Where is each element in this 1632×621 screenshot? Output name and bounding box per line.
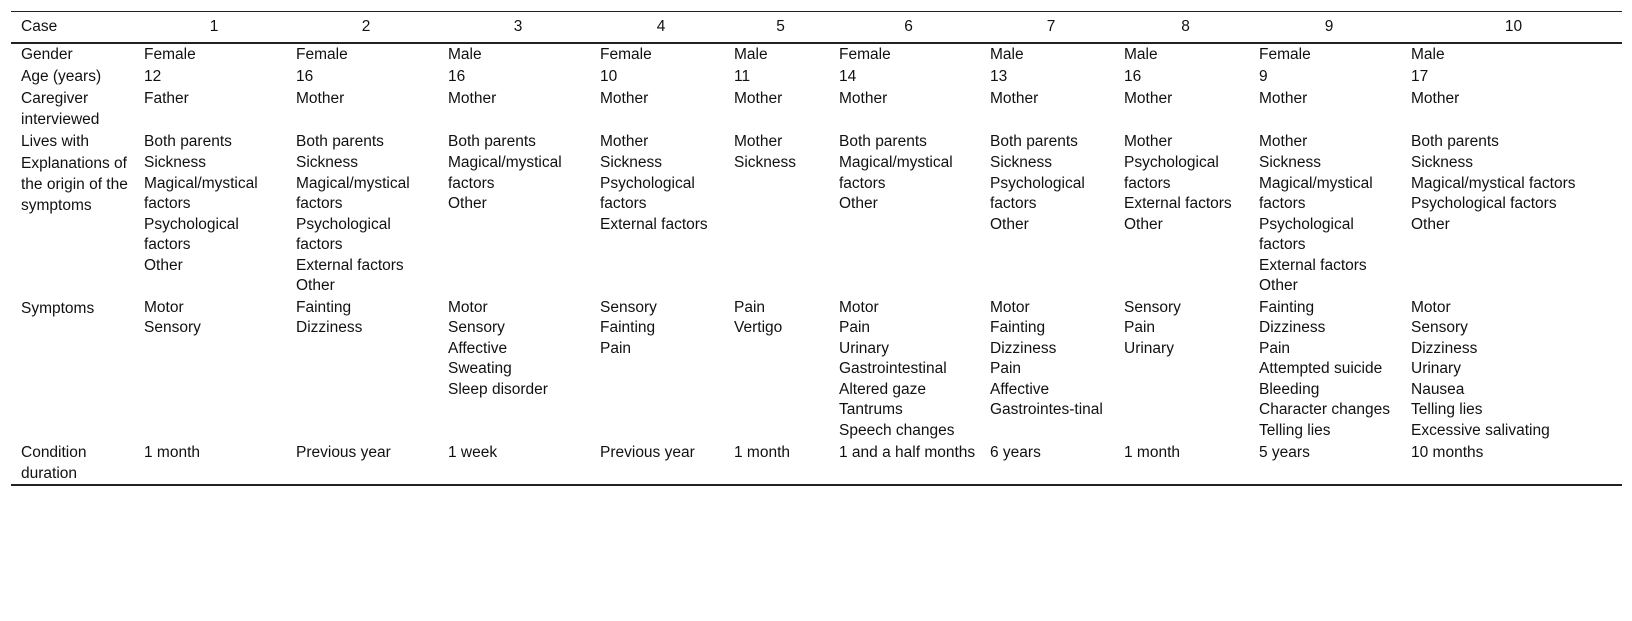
header-case-4: 4 [656,18,666,35]
cell-age-case-8: 16 [1124,68,1142,85]
header-case: Case [21,18,58,35]
cell-gender-case-9: Female [1259,46,1311,63]
table-row-gender [11,43,1622,65]
cell-caregiver-case-3: Mother [448,90,497,107]
cell-item: Sickness [600,154,663,171]
cell-duration-case-4: Previous year [600,444,695,461]
cell-symptoms-case-3 [442,297,594,442]
row-label-lives-with: Lives with [21,133,90,150]
cell-item: Other [1411,215,1450,233]
cell-item: Excessive salivating [1411,421,1550,439]
case-table [11,11,1622,486]
cell-item: Urinary [1411,360,1461,377]
cell-gender-case-6: Female [839,46,891,63]
cell-item: Pain [839,319,871,336]
cell-gender-case-7: Male [990,46,1024,63]
cell-caregiver-case-1: Father [144,90,189,107]
cell-item: Pain [1259,339,1291,357]
table-row-explanations [11,152,1622,297]
cell-item: Urinary [839,339,889,357]
cell-lives-with-case-2: Both parents [296,133,384,150]
cell-lives-with-case-3: Both parents [448,133,536,150]
cell-item: Other [1259,277,1298,294]
cell-age-case-4: 10 [600,68,618,85]
cell-item: Gastrointes-tinal [990,401,1103,418]
cell-lives-with-case-5: Mother [734,133,783,150]
row-label-age: Age (years) [21,68,102,85]
row-label-duration: Condition duration [21,444,87,482]
cell-item: Dizziness [990,339,1057,357]
cell-gender-case-3: Male [448,46,482,63]
cell-item: Magical/mystical factors [296,174,410,212]
cell-item: Magical/mystical factors [144,174,258,212]
cell-symptoms-case-6 [833,297,984,442]
cell-caregiver-case-8: Mother [1124,90,1173,107]
cell-item: Fainting [1259,298,1315,316]
cell-duration-case-1: 1 month [144,444,201,461]
cell-caregiver-case-9: Mother [1259,90,1308,107]
cell-item: Sensory [144,319,201,336]
cell-item: Psychological factors [990,174,1085,212]
cell-item: Motor [1411,298,1451,316]
cell-explanations-case-4 [594,152,728,297]
cell-explanations-case-9 [1253,152,1405,297]
cell-item: Magical/mystical factors [448,154,562,192]
row-label-gender: Gender [21,46,73,63]
cell-item: Sickness [1259,154,1322,171]
cell-item: Dizziness [1259,319,1326,336]
cell-item: Pain [1124,319,1156,336]
cell-item: Sensory [448,319,505,336]
header-case-5: 5 [776,18,785,35]
cell-duration-case-2: Previous year [296,444,391,461]
cell-item: Magical/mystical factors [1411,174,1576,192]
cell-explanations-case-3 [442,152,594,297]
cell-lives-with-case-10: Both parents [1411,133,1499,150]
cell-symptoms-case-1 [138,297,290,442]
cell-item: Fainting [600,319,656,336]
cell-caregiver-case-6: Mother [839,90,888,107]
table-row-lives-with [11,130,1622,152]
header-case-6: 6 [904,18,913,35]
cell-explanations-case-6 [833,152,984,297]
cell-item: Other [296,277,335,294]
cell-item: Attempted suicide [1259,360,1383,377]
header-case-7: 7 [1046,18,1056,35]
cell-item: Motor [144,298,184,316]
cell-item: Vertigo [734,319,783,336]
table-row-symptoms [11,297,1622,442]
cell-item: Affective [448,339,508,357]
header-case-3: 3 [513,18,523,35]
cell-explanations-case-7 [984,152,1118,297]
row-label-symptoms: Symptoms [21,299,95,317]
cell-duration-case-10: 10 months [1411,444,1484,461]
cell-duration-case-6: 1 and a half months [839,444,976,461]
cell-caregiver-case-10: Mother [1411,90,1460,107]
cell-item: Magical/mystical factors [839,154,953,192]
cell-item: Affective [990,380,1050,398]
cell-lives-with-case-8: Mother [1124,133,1173,150]
cell-item: Psychological factors [1411,195,1557,212]
cell-item: Gastrointestinal [839,360,947,377]
cell-caregiver-case-7: Mother [990,90,1039,107]
cell-item: Altered gaze [839,380,927,398]
row-label-explanations: Explanations of the origin of the symptoms [21,155,128,214]
cell-age-case-6: 14 [839,68,857,85]
cell-item: Sickness [990,154,1053,171]
cell-item: Urinary [1124,339,1174,357]
cell-duration-case-9: 5 years [1259,444,1310,461]
cell-item: Dizziness [296,319,363,336]
cell-gender-case-2: Female [296,46,348,63]
cell-age-case-10: 17 [1411,68,1429,85]
table-row-caregiver [11,87,1622,130]
cell-symptoms-case-4 [594,297,728,442]
cell-item: Sweating [448,360,512,377]
cell-item: Psychological factors [296,215,391,253]
cell-item: Motor [448,298,488,316]
cell-duration-case-8: 1 month [1124,444,1181,461]
cell-item: Sensory [1124,298,1181,316]
cell-item: Tantrums [839,401,903,418]
cell-item: Other [448,195,487,212]
table-body [11,43,1622,485]
header-case-2: 2 [361,18,371,35]
case-table-container [11,11,1622,486]
table-row-age [11,65,1622,87]
cell-item: Psychological factors [600,174,695,212]
cell-item: Motor [990,298,1030,316]
cell-symptoms-case-2 [290,297,442,442]
cell-caregiver-case-4: Mother [600,90,649,107]
cell-explanations-case-5 [728,152,833,297]
cell-item: Telling lies [1411,401,1483,418]
cell-item: Psychological factors [144,215,239,253]
cell-item: Other [144,256,183,274]
cell-item: Pain [734,298,766,316]
cell-symptoms-case-10 [1405,297,1622,442]
table-row-duration [11,441,1622,485]
cell-item: Other [839,195,878,212]
cell-item: External factors [600,215,708,233]
cell-item: Telling lies [1259,421,1331,439]
header-row [11,12,1622,44]
cell-item: Other [1124,215,1163,233]
cell-item: Speech changes [839,421,955,439]
cell-item: Psychological factors [1124,154,1219,192]
cell-item: Pain [990,360,1022,377]
cell-age-case-1: 12 [144,68,162,85]
cell-lives-with-case-9: Mother [1259,133,1308,150]
cell-item: Character changes [1259,401,1390,418]
cell-item: Dizziness [1411,339,1478,357]
cell-gender-case-1: Female [144,46,196,63]
cell-item: Sensory [1411,319,1468,336]
cell-item: Sickness [144,154,207,171]
cell-explanations-case-8 [1118,152,1253,297]
cell-symptoms-case-8 [1118,297,1253,442]
cell-item: Psychological factors [1259,215,1354,253]
cell-gender-case-4: Female [600,46,652,63]
cell-item: Pain [600,339,632,357]
cell-symptoms-case-7 [984,297,1118,442]
cell-item: Sickness [296,154,359,171]
cell-age-case-7: 13 [990,68,1008,85]
cell-duration-case-3: 1 week [448,444,498,461]
cell-item: Motor [839,298,879,316]
header-case-9: 9 [1324,18,1334,35]
cell-item: External factors [1124,195,1232,212]
cell-age-case-5: 11 [734,68,751,85]
cell-item: Fainting [990,319,1046,336]
cell-item: Nausea [1411,380,1465,398]
cell-duration-case-7: 6 years [990,444,1041,461]
header-case-1: 1 [209,18,219,35]
cell-explanations-case-2 [290,152,442,297]
cell-item: Sickness [1411,154,1474,171]
cell-item: External factors [1259,256,1367,274]
cell-explanations-case-1 [138,152,290,297]
cell-duration-case-5: 1 month [734,444,791,461]
row-label-caregiver: Caregiver interviewed [21,90,100,128]
cell-item: Sickness [734,154,797,171]
cell-lives-with-case-1: Both parents [144,133,232,150]
cell-item: Sleep disorder [448,380,548,398]
cell-item: Fainting [296,298,352,316]
cell-gender-case-5: Male [734,46,768,63]
cell-gender-case-10: Male [1411,46,1445,63]
cell-gender-case-8: Male [1124,46,1158,63]
cell-caregiver-case-5: Mother [734,90,783,107]
cell-item: Bleeding [1259,380,1320,398]
cell-lives-with-case-7: Both parents [990,133,1078,150]
cell-item: Magical/mystical factors [1259,174,1373,212]
header-case-8: 8 [1181,18,1190,35]
cell-symptoms-case-9 [1253,297,1405,442]
header-case-10: 10 [1504,18,1523,35]
cell-caregiver-case-2: Mother [296,90,345,107]
cell-explanations-case-10 [1405,152,1622,297]
cell-symptoms-case-5 [728,297,833,442]
cell-lives-with-case-4: Mother [600,133,649,150]
cell-lives-with-case-6: Both parents [839,133,927,150]
cell-item: External factors [296,256,404,274]
cell-age-case-3: 16 [448,68,466,85]
cell-age-case-2: 16 [296,68,314,85]
cell-item: Sensory [600,298,657,316]
cell-item: Other [990,215,1029,233]
cell-age-case-9: 9 [1259,68,1268,85]
